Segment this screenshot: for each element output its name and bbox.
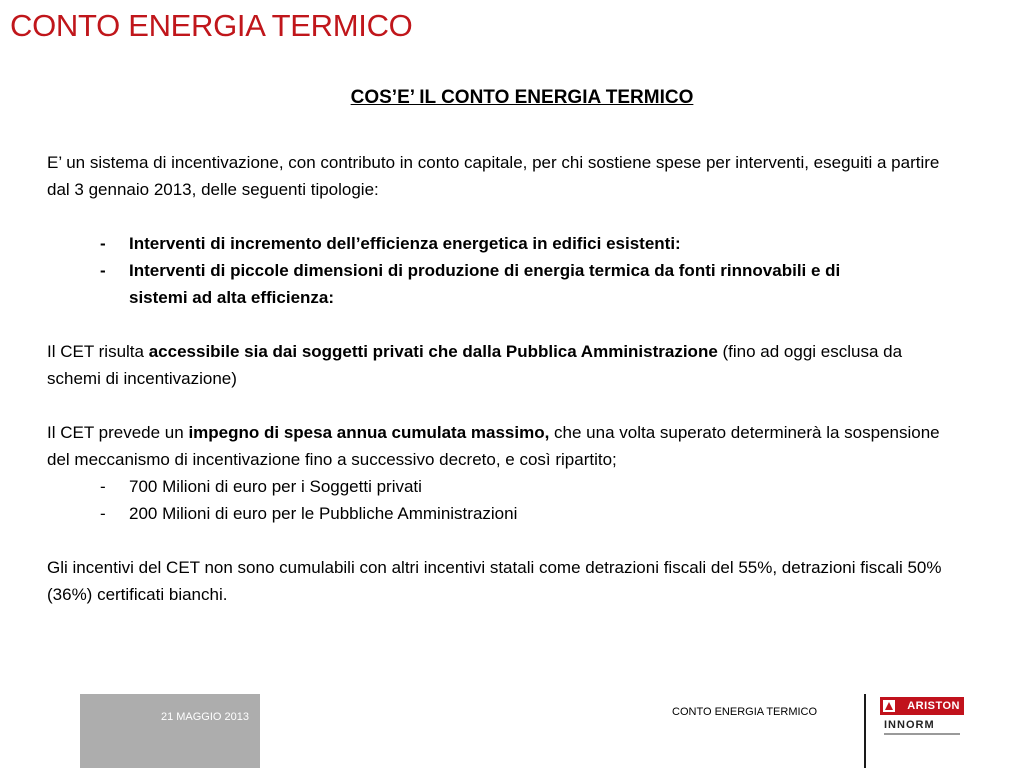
closing-paragraph: Gli incentivi del CET non sono cumulabili con altri incentivi statali come detrazioni fiscali del 55%, detrazioni fiscali 50% (36%) certificati bianchi. [47, 558, 942, 604]
typology-text: Interventi di incremento dell’efficienza energetica in edifici esistenti: [129, 234, 681, 253]
allocation-item [47, 500, 854, 527]
section-heading: COS’E’ IL CONTO ENERGIA TERMICO [350, 87, 694, 108]
ariston-innorm-logo [880, 697, 964, 739]
typology-text: Interventi di piccole dimensioni di produzione di energia termica da fonti rinnovabili e di sistemi ad alta efficienza: [129, 261, 841, 307]
access-paragraph [47, 338, 947, 392]
bullet-dash: - [100, 261, 106, 280]
spending-prefix: Il CET prevede un [47, 423, 189, 442]
logo-rule [884, 733, 960, 735]
allocation-text: 700 Milioni di euro per i Soggetti privati [129, 477, 422, 496]
ariston-wordmark: ARISTON [907, 700, 960, 712]
intro-paragraph: E’ un sistema di incentivazione, con contributo in conto capitale, per chi sostiene spese per interventi, eseguiti a partire dal 3 gennaio 2013, delle seguenti tipologie: [47, 153, 940, 199]
access-suffix: (fino ad oggi esclusa da schemi di incentivazione) [47, 342, 903, 388]
innorm-wordmark: INNORM [884, 719, 935, 731]
access-bold: accessibile sia dai soggetti privati che dalla Pubblica Amministrazione [148, 342, 718, 361]
typology-item [47, 257, 854, 311]
slide-title: CONTO ENERGIA TERMICO [10, 8, 413, 43]
spending-bold: impegno di spesa annua cumulata massimo, [188, 423, 550, 442]
spending-suffix: che una volta superato determinerà la sospensione del meccanismo di incentivazione fino a successivo decreto, e così ripartito; [47, 423, 940, 469]
bullet-dash: - [100, 477, 106, 496]
allocation-text: 200 Milioni di euro per le Pubbliche Amministrazioni [129, 504, 518, 523]
footer-title: CONTO ENERGIA TERMICO [672, 706, 818, 718]
footer-date: 21 MAGGIO 2013 [160, 711, 249, 723]
allocation-item [47, 473, 854, 500]
slide-body [47, 149, 947, 608]
bullet-dash: - [100, 504, 106, 523]
spending-paragraph [47, 419, 947, 473]
typology-item [47, 230, 854, 257]
access-prefix: Il CET risulta [47, 342, 149, 361]
bullet-dash: - [100, 234, 106, 253]
footer-divider [864, 694, 866, 768]
ariston-logo [880, 697, 964, 715]
ariston-mark-icon [883, 700, 895, 712]
footer-date-box [80, 694, 260, 768]
